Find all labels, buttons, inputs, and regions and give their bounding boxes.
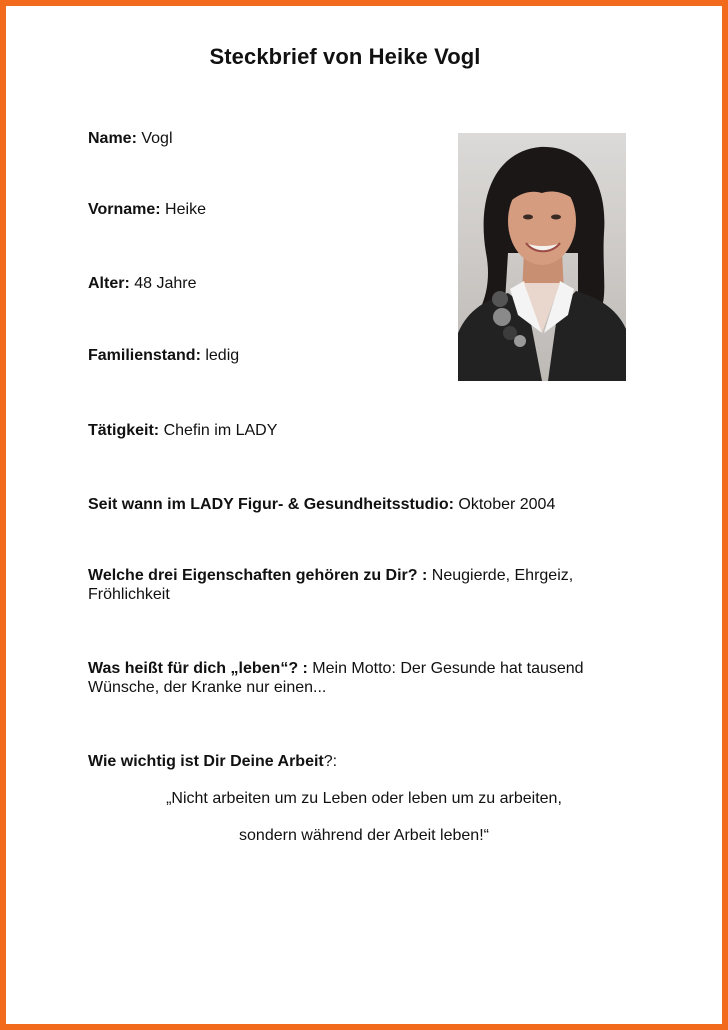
field-leben-label: Was heißt für dich „leben“? : bbox=[88, 660, 308, 677]
field-seit-wann-value: Oktober 2004 bbox=[453, 496, 556, 513]
field-eigenschaften-label: Welche drei Eigenschaften gehören zu Dir? : bbox=[88, 567, 428, 584]
field-familienstand-label: Familienstand: bbox=[88, 347, 201, 364]
field-taetigkeit-value: Chefin im LADY bbox=[159, 422, 278, 439]
field-name bbox=[88, 129, 173, 148]
field-taetigkeit bbox=[88, 421, 277, 440]
portrait-photo-icon bbox=[458, 133, 626, 381]
quote-line-1: „Nicht arbeiten um zu Leben oder leben um zu arbeiten, bbox=[166, 790, 562, 807]
field-alter-label: Alter: bbox=[88, 275, 130, 292]
field-arbeit-label: Wie wichtig ist Dir Deine Arbeit bbox=[88, 753, 324, 770]
field-name-value: Vogl bbox=[136, 130, 173, 147]
field-alter-value: 48 Jahre bbox=[129, 275, 197, 292]
field-arbeit-value: ?: bbox=[323, 753, 338, 770]
field-alter bbox=[88, 274, 197, 293]
field-vorname-label: Vorname: bbox=[88, 201, 161, 218]
field-seit-wann bbox=[88, 495, 555, 514]
field-eigenschaften bbox=[88, 566, 633, 604]
field-familienstand-value: ledig bbox=[200, 347, 240, 364]
field-vorname-value: Heike bbox=[160, 201, 206, 218]
field-eigenschaften-value: Neugierde, Ehrgeiz, Fröhlichkeit bbox=[88, 567, 574, 603]
field-taetigkeit-label: Tätigkeit: bbox=[88, 422, 160, 439]
field-leben bbox=[88, 659, 633, 697]
field-seit-wann-label: Seit wann im LADY Figur- & Gesundheitsstudio: bbox=[88, 496, 454, 513]
field-arbeit bbox=[88, 752, 337, 771]
field-leben-value: Mein Motto: Der Gesunde hat tausend Wünsche, der Kranke nur einen... bbox=[88, 660, 584, 696]
field-name-label: Name: bbox=[88, 130, 137, 147]
portrait-photo bbox=[458, 133, 626, 381]
quote-line-2: sondern während der Arbeit leben!“ bbox=[239, 827, 489, 844]
page-title: Steckbrief von Heike Vogl bbox=[209, 44, 481, 69]
field-vorname bbox=[88, 200, 206, 219]
field-familienstand bbox=[88, 346, 239, 365]
